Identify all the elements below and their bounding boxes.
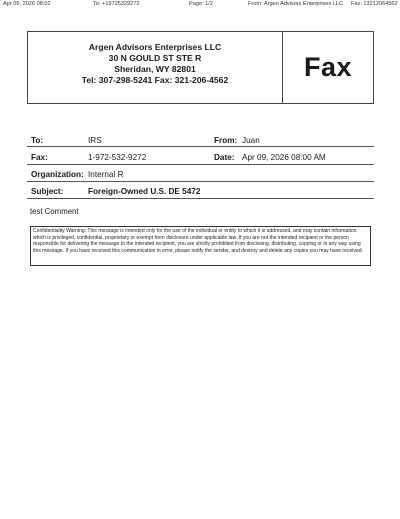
divider	[27, 181, 374, 182]
company-address-line1: 30 N GOULD ST STE R	[108, 53, 202, 63]
from-value: Juan	[242, 136, 260, 145]
divider	[27, 164, 374, 165]
transmission-fax: Fax: 13212064562	[351, 1, 398, 7]
company-block	[28, 32, 283, 103]
company-name: Argen Advisors Enterprises LLC	[88, 42, 222, 52]
fax-title: Fax	[303, 52, 353, 82]
subject-value: Foreign-Owned U.S. DE 5472	[88, 187, 201, 196]
to-value: IRS	[88, 136, 102, 145]
transmission-page: Page: 1/2	[189, 1, 213, 7]
fax-transmission-header	[3, 1, 397, 10]
transmission-from: From: Argen Advisors Enterprises LLC	[248, 1, 344, 7]
company-address-line2: Sheridan, WY 82801	[114, 64, 196, 74]
transmission-date: Apr 09, 2026 08:02	[3, 1, 51, 7]
organization-value: Internal R	[88, 170, 124, 179]
from-label: From:	[214, 136, 238, 145]
divider	[27, 198, 374, 199]
confidentiality-warning: Confidentiality Warning: This message is intended only for the use of the individual or entity to which it is addressed, and may contain information which is privileged, confidential, proprietary or exempt from disclosure under applicable law. If you are not the intended recipient or the person responsible for delivering the message to the intended recipient, you are strictly prohibited from disclosing, distributing, copying or in any way using this message. If you have received this communication in error, please notify the sender, and destroy and delete any copies you may have received.	[30, 226, 371, 266]
subject-label: Subject:	[31, 187, 64, 196]
date-value: Apr 09, 2026 08:00 AM	[242, 153, 326, 162]
letterhead	[27, 31, 374, 104]
organization-label: Organization:	[31, 170, 84, 179]
divider	[27, 146, 374, 147]
comment-text: test Comment	[30, 207, 79, 216]
date-label: Date:	[214, 153, 235, 162]
to-label: To:	[31, 136, 44, 145]
company-contact: Tel: 307-298-5241 Fax: 321-206-4562	[81, 75, 229, 85]
fax-label: Fax:	[31, 153, 48, 162]
fax-value: 1-972-532-9272	[88, 153, 147, 162]
transmission-to: To: +19725329272	[93, 1, 140, 7]
